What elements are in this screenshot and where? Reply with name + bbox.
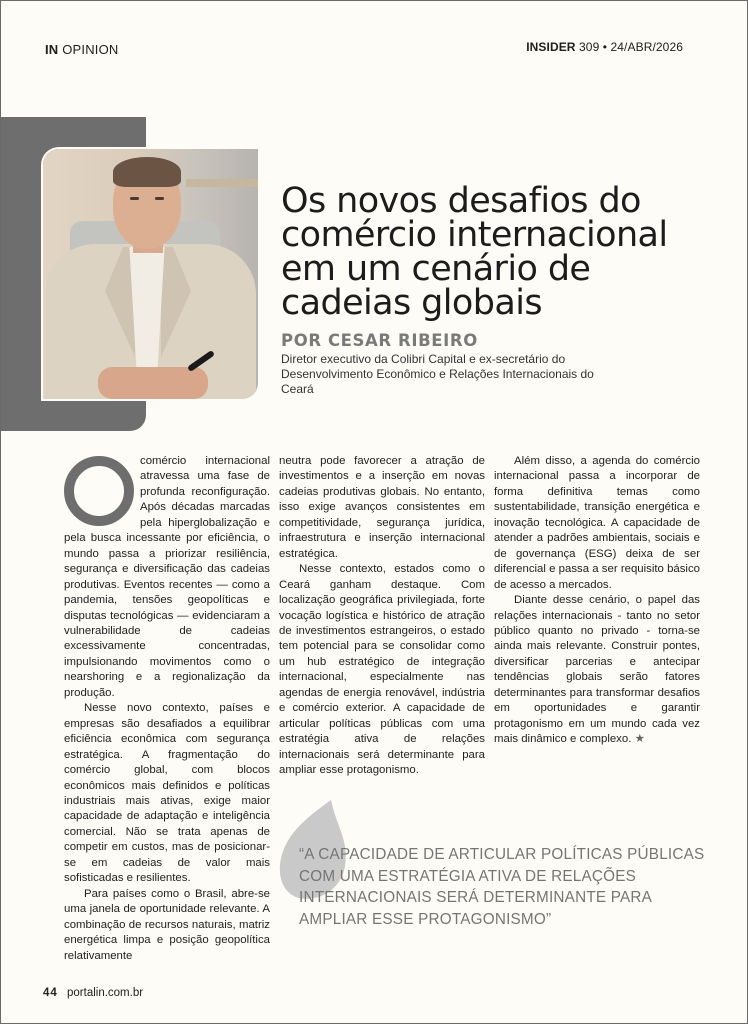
author-byline: POR CESAR RIBEIRO [281,331,478,350]
paragraph-text: comércio internacional atravessa uma fase de profunda reconfiguração. Após décadas marcadas pela hiperglobalização e pela busca incessante por eficiência, o mundo passa a priorizar resiliência, segurança e diversificação das cadeias produtivas. Eventos recentes — como a pandemia, tensões geopolíticas e disputas tecnológicas — evidenciaram a vulnerabilidade de cadeias excessivamente concentradas, impulsionando movimentos como o nearshoring e a regionalização da produção. [64,455,270,699]
author-bio: Diretor executivo da Colibri Capital e ex-secretário do Desenvolvimento Econômico e Relações Internacionais do Ceará [281,352,594,396]
section-label [45,42,119,57]
section-label-text: OPINION [62,42,119,57]
end-star-icon: ★ [634,733,645,746]
paragraph: Para países como o Brasil, abre-se uma janela de oportunidade relevante. A combinação de recursos naturais, matriz energética limpa e posição geopolítica relativamente [64,887,270,962]
paragraph [494,593,700,748]
dropcap-o [64,456,134,526]
article-column-3 [494,454,700,748]
author-photo [43,149,258,399]
website-link[interactable]: portalin.com.br [67,987,144,999]
photo-hair [113,157,181,187]
paragraph: Nesse contexto, estados como o Ceará ganham destaque. Com localização geográfica privilegiada, forte vocação logística e histórico de atração de investimentos estrangeiros, o estado tem potencial para se consolidar como um hub estratégico de integração internacional, especialmente nas agendas de energia renovável, indústria e comércio exterior. A capacidade de articular políticas públicas com uma estratégia ativa de relações internacionais será determinante para ampliar esse protagonismo. [279,563,485,777]
paragraph-text: Diante desse cenário, o papel das relações internacionais - tanto no setor público quanto no privado - torna-se ainda mais relevante. Construir pontes, diversificar parcerias e antecipar tendências globais serão fatores determinantes para transformar desafios em oportunidades e garantir protagonismo em um mundo cada vez mais dinâmico e complexo. [494,594,700,746]
section-label-bold: IN [45,42,59,57]
page-footer [43,987,143,999]
photo-eye-right [155,197,164,200]
article-column-2 [279,454,485,779]
photo-eye-left [130,197,139,200]
page-number: 44 [43,987,58,999]
paragraph [64,454,270,701]
article-title: Os novos desafios do comércio internacional em um cenário de cadeias globais [281,181,668,323]
pull-quote: “A CAPACIDADE DE ARTICULAR POLÍTICAS PÚBLICAS COM UMA ESTRATÉGIA ATIVA DE RELAÇÕES INTERNACIONAIS SERÁ DETERMINANTE PARA AMPLIAR ESSE PROTAGONISMO” [299,846,705,928]
magazine-name: INSIDER [526,40,576,54]
article-column-1 [64,454,270,964]
paragraph: Nesse novo contexto, países e empresas são desafiados a equilibrar eficiência econômica com segurança estratégica. A fragmentação do comércio global, com blocos econômicos mais definidos e políticas industriais mais ativas, exige maior capacidade de adaptação e inteligência comercial. Não se trata apenas de competir em custos, mas de posicionar-se em cadeias de valor mais sofisticadas e resilientes. [64,702,270,885]
issue-info [526,40,683,54]
photo-hands [98,367,208,399]
paragraph: neutra pode favorecer a atração de investimentos e a inserção em novas cadeias produtivas globais. No entanto, isso exige avanços consistentes em competitividade, segurança jurídica, infraestrutura e inserção internacional estratégica. [279,455,485,560]
paragraph: Além disso, a agenda do comércio internacional passa a incorporar de forma definitiva temas como sustentabilidade, transição energética e inovação tecnológica. A capacidade de atender a padrões ambientais, sociais e de governança (ESG) deixa de ser diferencial e passa a ser requisito básico de acesso a mercados. [494,455,700,591]
photo-shelf [186,179,258,187]
issue-number-date: 309 • 24/ABR/2026 [579,40,683,54]
